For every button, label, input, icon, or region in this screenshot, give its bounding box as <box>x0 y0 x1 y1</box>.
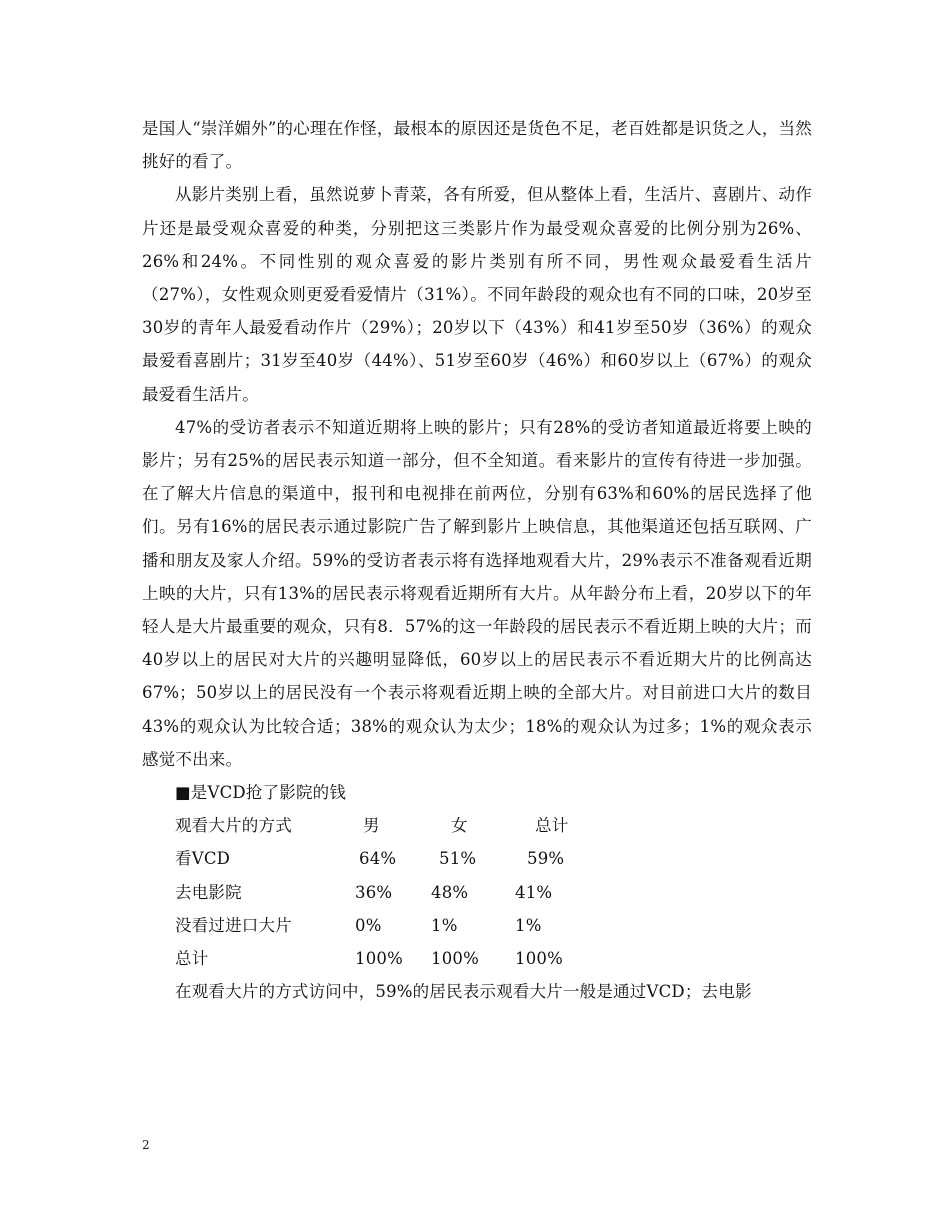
table-cell: 100% <box>355 949 403 969</box>
table-cell: 100% <box>431 949 479 969</box>
table-cell: 41% <box>515 882 553 902</box>
paragraph-continuation: 是国人“崇洋媚外”的心理在作怪，最根本的原因还是货色不足，老百姓都是识货之人，当然挑好的看了。 <box>142 119 812 172</box>
table-cell: 0% <box>355 915 382 935</box>
table-header-cell: 观看大片的方式 <box>175 816 292 836</box>
table-row <box>142 876 812 909</box>
table-cell: 36% <box>355 882 393 902</box>
viewing-method-table <box>142 809 812 975</box>
table-cell: 48% <box>431 882 469 902</box>
table-cell: 100% <box>515 949 563 969</box>
table-row <box>142 942 812 975</box>
table-cell: 去电影院 <box>175 882 242 902</box>
paragraph-closing: 在观看大片的方式访问中，59%的居民表示观看大片一般是通过VCD；去电影 <box>175 982 752 1002</box>
section-heading: ■是VCD抢了影院的钱 <box>175 783 347 803</box>
page-number: 2 <box>142 1138 150 1152</box>
table-header-cell: 男 <box>363 816 380 836</box>
table-cell: 看VCD <box>175 849 231 869</box>
paragraph-film-genres: 从影片类别上看，虽然说萝卜青菜，各有所爱，但从整体上看，生活片、喜剧片、动作片还是最受观众喜爱的种类，分别把这三类影片作为最受观众喜爱的比例分别为26%、26%和24%。不同性别的观众喜爱的影片类别有所不同，男性观众最爱看生活片（27%），女性观众则更爱看爱情片（31%）。不同年龄段的观众也有不同的口味，20岁至30岁的青年人最爱看动作片（29%）；20岁以下（43%）和41岁至50岁（36%）的观众最爱看喜剧片；31岁至40岁（44%）、51岁至60岁（46%）和60岁以上（67%）的观众最爱看生活片。 <box>142 185 812 404</box>
table-header-cell: 女 <box>451 816 468 836</box>
table-cell: 1% <box>431 915 458 935</box>
table-row <box>142 909 812 942</box>
body-text <box>142 112 812 1008</box>
table-header-row <box>142 809 812 842</box>
table-cell: 总计 <box>175 949 209 969</box>
table-cell: 没看过进口大片 <box>175 915 292 935</box>
table-row <box>142 842 812 875</box>
table-cell: 1% <box>515 915 542 935</box>
table-cell: 51% <box>439 849 477 869</box>
paragraph-film-awareness: 47%的受访者表示不知道近期将上映的影片；只有28%的受访者知道最近将要上映的影片；另有25%的居民表示知道一部分，但不全知道。看来影片的宣传有待进一步加强。在了解大片信息的渠道中，报刊和电视排在前两位，分别有63%和60%的居民选择了他们。另有16%的居民表示通过影院广告了解到影片上映信息，其他渠道还包括互联网、广播和朋友及家人介绍。59%的受访者表示将有选择地观看大片，29%表示不准备观看近期上映的大片，只有13%的居民表示将观看近期所有大片。从年龄分布上看，20岁以下的年轻人是大片最重要的观众，只有8．57%的这一年龄段的居民表示不看近期上映的大片；而40岁以上的居民对大片的兴趣明显降低，60岁以上的居民表示不看近期大片的比例高达67%；50岁以上的居民没有一个表示将观看近期上映的全部大片。对目前进口大片的数目43%的观众认为比较合适；38%的观众认为太少；18%的观众认为过多；1%的观众表示感觉不出来。 <box>142 417 812 769</box>
table-cell: 59% <box>527 849 565 869</box>
table-header-cell: 总计 <box>535 816 569 836</box>
table-cell: 64% <box>359 849 397 869</box>
